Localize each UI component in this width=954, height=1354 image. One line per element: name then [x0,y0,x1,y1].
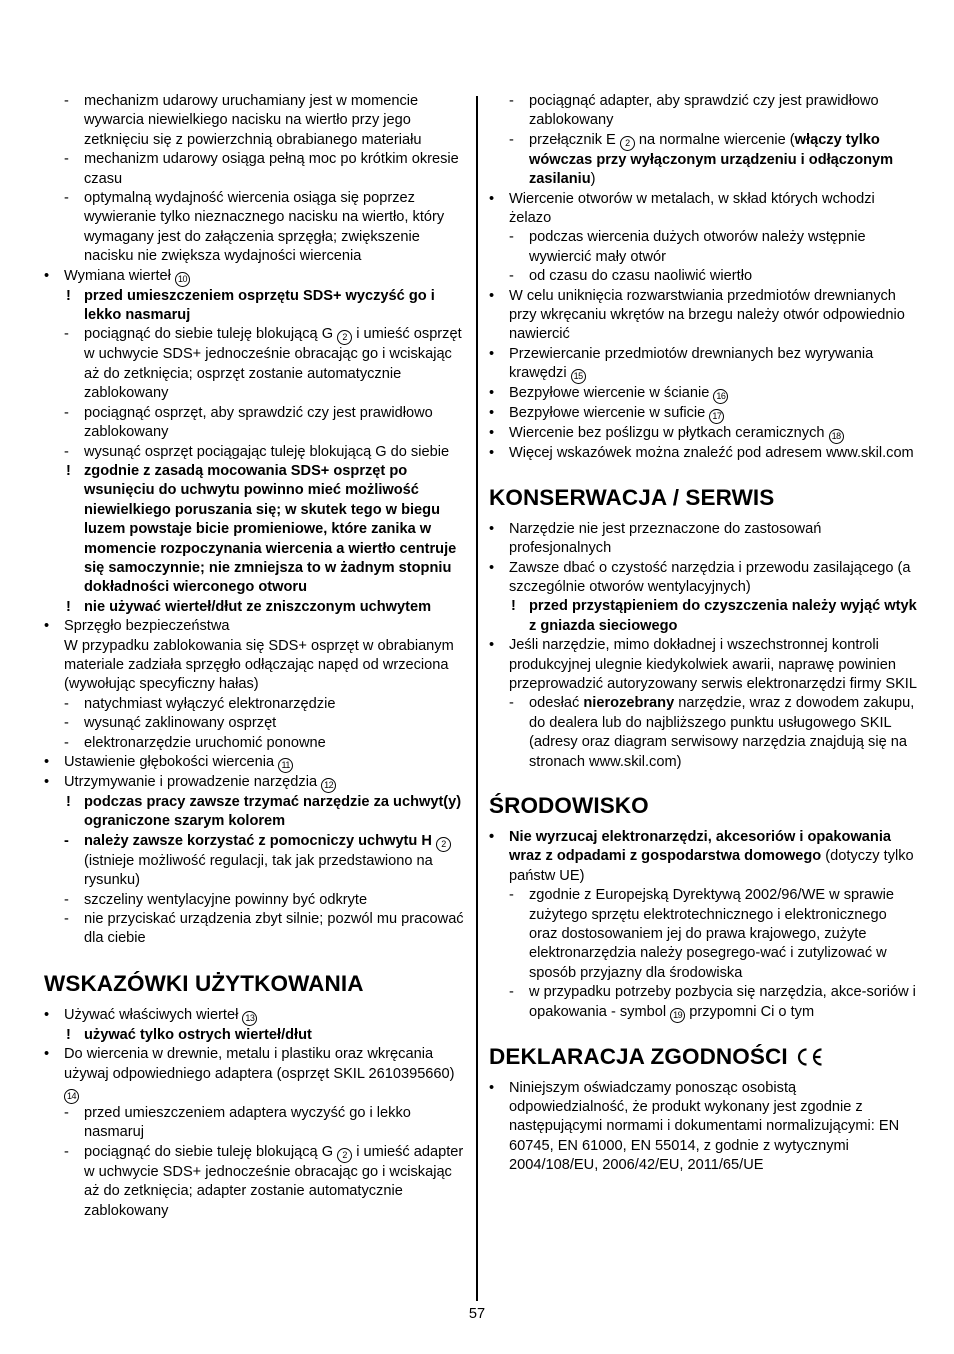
list-item: - szczeliny wentylacyjne powinny być odkryte [64,891,368,908]
bullet-dust-wall: • Bezpyłowe wiercenie w ścianie 16 [489,384,917,404]
list-item: - przełącznik E 2 na normalne wiercenie (włączy tylko wówczas przy wyłączonym urządzeniu i odłączonym zasilaniu) [509,131,894,188]
warning-item: ! podczas pracy zawsze trzymać narzędzie za uchwyt(y) ograniczone szarym kolorem [66,794,462,830]
bullet-depth: • Ustawienie głębokości wiercenia 11 [44,753,469,773]
list-item: - podczas wiercenia dużych otworów należy wstępnie wywiercić mały otwór [509,229,866,265]
ref-number-icon: 2 [620,136,635,151]
page-number: 57 [468,1306,486,1322]
warning-item: ! nie używać wierteł/dłut ze zniszczonym uchwytem [66,598,432,615]
ref-number-icon: 17 [709,409,724,424]
list-item: - pociągnąć adapter, aby sprawdzić czy jest prawidłowo zablokowany [509,93,879,129]
bullet-clean: • Zawsze dbać o czystość narzędzia i przewodu zasilającego (a szczególnie otworów wentylacyjnych) [489,559,911,595]
column-divider [476,96,478,1301]
bullet-holding: • Utrzymywanie i prowadzenie narzędzia 12 [44,773,469,793]
list-item: - elektronarzędzie uruchomić ponowne [64,734,326,751]
clutch-description: W przypadku zablokowania się SDS+ osprzęt w obrabianym materiale zadziała sprzęgło odłączając napęd od wrzeciona (wywołując specyficzny hałas) [64,637,454,693]
list-item: - należy zawsze korzystać z pomocniczy uchwytu H 2 (istnieje możliwość regulacji, tak jak przedstawiono na rysunku) [44,832,469,891]
bullet-wood: • Przewiercanie przedmiotów drewnianych bez wyrywania krawędzi 15 [489,345,917,384]
bullet-not-pro: • Narzędzie nie jest przeznaczone do zastosowań profesjonalnych [489,520,822,557]
heading-environment: ŚRODOWISKO [489,792,649,818]
warning-item: ! przed umieszczeniem osprzętu SDS+ wyczyść go i lekko nasmaruj [66,287,435,324]
bullet-failure: • Jeśli narzędzie, mimo dokładnej i wszechstronnej kontroli produkcyjnej ulegnie kiedykolwiek awarii, naprawę powinien przeprowadzić autoryzowany serwis elektronarzędzi firmy SKIL [489,637,917,692]
list-item: - optymalną wydajność wiercenia osiąga się poprzez wywieranie tylko nieznacznego nacisku na wiertło, który wymagany jest do załączenia sprzęgła; zwiększenie nacisku nie zwiększa wydajności wiercenia [64,190,445,265]
ref-number-icon: 14 [64,1089,79,1104]
heading-declaration: DEKLARACJA ZGODNOŚCI [489,1044,917,1070]
bullet-more: • Więcej wskazówek można znaleźć pod adresem www.skil.com [489,445,914,462]
list-item: - przed umieszczeniem adaptera wyczyść go i lekko nasmaruj [64,1105,411,1141]
list-item: - mechanizm udarowy osiąga pełną moc po krótkim okresie czasu [64,151,459,187]
ce-mark-icon [794,1047,824,1067]
bullet-delamination: • W celu uniknięcia rozwarstwiania przedmiotów drewnianych przy wkręcaniu wkrętów na brzegu należy otwór odpowiednio nawiercić [489,287,905,343]
ref-number-icon: 2 [436,837,451,852]
list-item: - pociągnąć do siebie tuleję blokującą G 2 i umieść osprzęt w uchwycie SDS+ jednocześnie obracając go i wciskając aż do zetknięcia; osprzęt zostanie automatycznie zablokowany [64,326,462,402]
bullet-tiles: • Wiercenie bez poślizgu w płytkach ceramicznych 18 [489,424,917,444]
list-item: - pociągnąć do siebie tuleję blokującą G 2 i umieść adapter w uchwycie SDS+ jednocześnie obracając go i wciskając aż do zetknięcia; adapter zostanie automatycznie zablokowany [64,1143,464,1219]
warning-item: ! zgodnie z zasadą mocowania SDS+ osprzęt po wsunięciu do uchwytu powinno mieć możliwość niewielkiego poruszania się; w skutek tego w biegu luzem powstaje bicie promieniowe, które zanika w momencie rozpoczynania wiercenia a wiertło centruje się samoczynnie; nie zmniejsza to w żadnym stopniu dokładności wierconego otworu [66,462,457,596]
list-item: - pociągnąć osprzęt, aby sprawdzić czy jest prawidłowo zablokowany [64,404,433,441]
ref-number-icon: 13 [242,1011,257,1026]
ref-number-icon: 15 [571,369,586,384]
bullet-declaration: • Niniejszym oświadczamy ponosząc osobistą odpowiedzialność, że produkt wykonany jest zgodnie z następującymi normami i dokumentami normalizującymi: EN 60745, EN 61000, EN 55014, z godnie z wytycznymi 2004/108/EU, 2006/42/EU, 2011/65/UE [489,1079,900,1174]
bullet-disposal: • Nie wyrzucaj elektronarzędzi, akcesoriów i opakowania wraz z odpadami z gospodarstwa domowego (dotyczy tylko państw UE) [489,828,914,884]
warning-item: ! używać tylko ostrych wierteł/dłut [66,1026,312,1043]
bullet-clutch: • Sprzęgło bezpieczeństwa [44,618,230,635]
bullet-correct-bits: • Używać właściwych wierteł 13 [44,1006,469,1026]
list-item: - nie przyciskać urządzenia zbyt silnie; pozwól mu pracować dla ciebie [64,911,464,947]
list-item: - mechanizm udarowy uruchamiany jest w momencie wywarcia niewielkiego nacisku na wiertło przy jego zetknięciu się z powierzchnią obrabianego materiału [64,93,422,148]
heading-service: KONSERWACJA / SERWIS [489,484,775,510]
bullet-adapter: • Do wiercenia w drewnie, metalu i plastiku oraz wkręcania używaj odpowiedniego adaptera (osprzęt SKIL 2610395660) 14 [44,1045,469,1104]
ref-number-icon: 2 [337,330,352,345]
ref-number-icon: 11 [278,758,293,773]
right-column [489,92,917,1176]
left-column [44,92,469,1221]
warning-item: ! przed przystąpieniem do czyszczenia należy wyjąć wtyk z gniazda sieciowego [511,598,917,634]
list-item: - w przypadku potrzeby pozbycia się narzędzia, akce-soriów i opakowania - symbol 19 przypomni Ci o tym [489,983,917,1022]
ref-number-icon: 18 [829,429,844,444]
list-item: - wysunąć zaklinowany osprzęt [64,715,277,732]
list-item: - wysunąć osprzęt pociągając tuleję blokującą G do siebie [64,443,450,460]
list-item: - odesłać nierozebrany narzędzie, wraz z dowodem zakupu, do dealera lub do najbliższego punktu usługowego SKIL (adresy oraz diagram serwisowy narzędzia znajdują się na stronach www.skil.com) [509,695,915,770]
heading-usage: WSKAZÓWKI UŻYTKOWANIA [44,970,364,996]
list-item: - zgodnie z Europejską Dyrektywą 2002/96/WE w sprawie zużytego sprzętu elektrotechnicznego i elektronicznego oraz dostosowaniem jej do prawa krajowego, zużyte elektronarzędzia należy posegrego-wać i zutylizować w sposób przyjazny dla środowiska [509,887,895,981]
ref-number-icon: 19 [670,1008,685,1023]
ref-number-icon: 10 [175,272,190,287]
bullet-dust-ceiling: • Bezpyłowe wiercenie w suficie 17 [489,404,917,424]
ref-number-icon: 12 [321,778,336,793]
bullet-metal: • Wiercenie otworów w metalach, w skład których wchodzi żelazo [489,190,875,227]
ref-number-icon: 16 [713,389,728,404]
list-item: - od czasu do czasu naoliwić wiertło [509,268,753,285]
list-item: - natychmiast wyłączyć elektronarzędzie [64,695,336,712]
ref-number-icon: 2 [337,1148,352,1163]
bullet-bit-change: • Wymiana wierteł 10 [44,267,469,287]
